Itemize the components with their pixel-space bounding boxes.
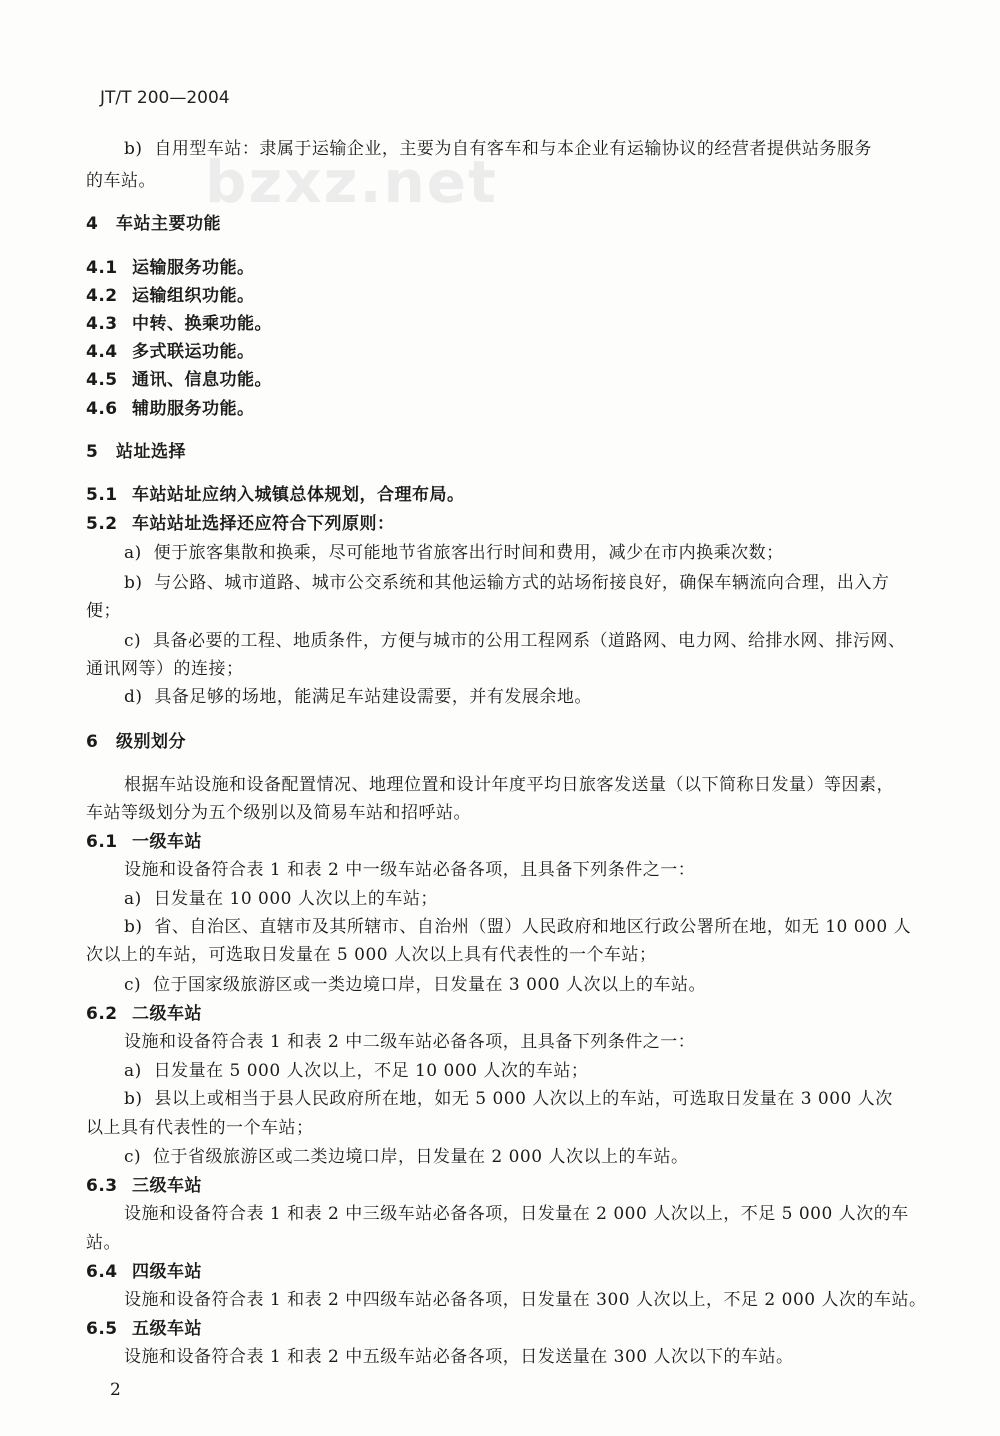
- list-text: 自用型车站：隶属于运输企业，主要为自有客车和与本企业有运输协议的经营者提供站务服务: [154, 139, 872, 159]
- clause-b-line1: [124, 138, 872, 160]
- section-6-4-text: 设施和设备符合表 1 和表 2 中四级车站必备各项，日发量在 300 人次以上，不足 2 000 人次的车站。: [124, 1290, 927, 1310]
- section-5-heading: 5 站址选择: [86, 442, 186, 462]
- section-5-2-b-line2: 便；: [86, 601, 121, 621]
- page-number: 2: [110, 1380, 121, 1400]
- section-6-2-a: a) 日发量在 5 000 人次以上，不足 10 000 人次的车站；: [124, 1061, 589, 1081]
- section-5-2-a: a) 便于旅客集散和换乘，尽可能地节省旅客出行时间和费用，减少在市内换乘次数；: [124, 543, 784, 563]
- section-5-2-d: d) 具备足够的场地，能满足车站建设需要，并有发展余地。: [124, 687, 592, 707]
- section-5-2-b-line1: b) 与公路、城市道路、城市公交系统和其他运输方式的站场衔接良好，确保车辆流向合理，出入方: [124, 573, 890, 593]
- watermark: bzxz.net: [205, 148, 498, 216]
- section-4-1: 4.1 运输服务功能。: [86, 258, 255, 278]
- standard-number-header: JT/T 200—2004: [100, 88, 230, 108]
- section-5-1: 5.1 车站站址应纳入城镇总体规划，合理布局。: [86, 485, 465, 505]
- section-6-3-line1: 设施和设备符合表 1 和表 2 中三级车站必备各项，日发量在 2 000 人次以上，不足 5 000 人次的车: [124, 1204, 909, 1224]
- section-6-1-lead: 设施和设备符合表 1 和表 2 中一级车站必备各项，且具备下列条件之一：: [124, 860, 696, 880]
- section-6-intro-line1: 根据车站设施和设备配置情况、地理位置和设计年度平均日旅客发送量（以下简称日发量）等因素，: [124, 775, 894, 795]
- section-4-5: 4.5 通讯、信息功能。: [86, 370, 272, 390]
- section-6-2-b-line2: 以上具有代表性的一个车站；: [86, 1118, 314, 1138]
- list-marker: b): [124, 139, 143, 159]
- section-6-3-heading: 6.3 三级车站: [86, 1176, 202, 1196]
- section-4-2: 4.2 运输组织功能。: [86, 286, 255, 306]
- section-5-2-c-line1: c) 具备必要的工程、地质条件，方便与城市的公用工程网系（道路网、电力网、给排水网、排污网、: [124, 631, 906, 651]
- section-6-intro-line2: 车站等级划分为五个级别以及简易车站和招呼站。: [86, 803, 471, 823]
- section-5-2: 5.2 车站站址选择还应符合下列原则：: [86, 514, 395, 534]
- section-4-6: 4.6 辅助服务功能。: [86, 399, 255, 419]
- clause-b-line2: 的车站。: [86, 171, 156, 191]
- section-6-1-b-line2: 次以上的车站，可选取日发量在 5 000 人次以上具有代表性的一个车站；: [86, 945, 657, 965]
- section-6-2-c: c) 位于省级旅游区或二类边境口岸，日发量在 2 000 人次以上的车站。: [124, 1147, 689, 1167]
- section-6-5-text: 设施和设备符合表 1 和表 2 中五级车站必备各项，日发送量在 300 人次以下的车站。: [124, 1347, 794, 1367]
- section-6-1-heading: 6.1 一级车站: [86, 832, 202, 852]
- section-6-2-b-line1: b) 县以上或相当于县人民政府所在地，如无 5 000 人次以上的车站，可选取日发量在 3 000 人次: [124, 1089, 893, 1109]
- section-6-5-heading: 6.5 五级车站: [86, 1319, 202, 1339]
- section-6-2-heading: 6.2 二级车站: [86, 1004, 202, 1024]
- section-6-4-heading: 6.4 四级车站: [86, 1262, 202, 1282]
- section-4-4: 4.4 多式联运功能。: [86, 342, 255, 362]
- section-6-heading: 6 级别划分: [86, 732, 186, 752]
- section-6-3-line2: 站。: [86, 1233, 121, 1253]
- section-5-2-c-line2: 通讯网等）的连接；: [86, 659, 244, 679]
- section-4-heading: 4 车站主要功能: [86, 214, 221, 234]
- section-6-1-a: a) 日发量在 10 000 人次以上的车站；: [124, 889, 438, 909]
- section-6-1-b-line1: b) 省、自治区、直辖市及其所辖市、自治州（盟）人民政府和地区行政公署所在地，如无 10 000 人: [124, 917, 912, 937]
- section-6-1-c: c) 位于国家级旅游区或一类边境口岸，日发量在 3 000 人次以上的车站。: [124, 975, 706, 995]
- section-6-2-lead: 设施和设备符合表 1 和表 2 中二级车站必备各项，且具备下列条件之一：: [124, 1032, 696, 1052]
- section-4-3: 4.3 中转、换乘功能。: [86, 314, 272, 334]
